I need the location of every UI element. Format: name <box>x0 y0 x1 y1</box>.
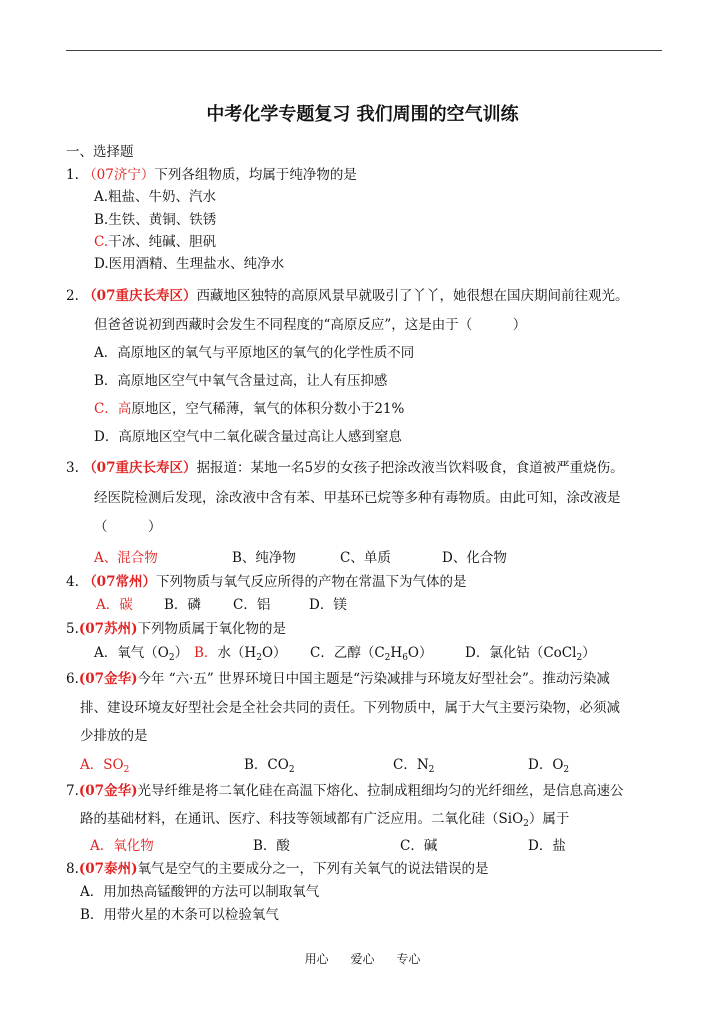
option-text: A、混合物 <box>94 550 158 566</box>
question-number: 4. <box>66 574 79 590</box>
footer-item: 爱心 <box>350 952 375 966</box>
question-stem: 据报道：某地一名5岁的女孩子把涂改液当饮料吸食，食道被严重烧伤。 <box>196 460 624 476</box>
question-number: 8. <box>66 861 79 877</box>
option-text: ） <box>174 645 189 661</box>
page-title: 中考化学专题复习 我们周围的空气训练 <box>206 104 519 125</box>
option-c <box>393 753 434 775</box>
question-8 <box>66 857 488 877</box>
option-text: O） <box>407 645 433 661</box>
option-a <box>94 546 158 566</box>
answer-mark: C. <box>94 234 109 250</box>
question-source: （07重庆长寿区） <box>83 288 197 304</box>
question-number: 7. <box>66 783 79 799</box>
question-stem: 下列物质与氧气反应所得的产物在常温下为气体的是 <box>155 574 467 590</box>
section-heading: 一、选择题 <box>66 144 134 160</box>
subscript: 2 <box>563 765 570 775</box>
question-4 <box>66 570 466 590</box>
footer-item: 用心 <box>304 952 329 966</box>
option-text: B．CO <box>244 757 289 773</box>
option-d: D．高原地区空气中二氧化碳含量过高让人感到窒息 <box>94 429 402 445</box>
option-a <box>90 834 154 854</box>
question-stem: 下列各组物质，均属于纯净物的是 <box>154 167 357 183</box>
answer-mark: C．高 <box>94 401 132 417</box>
option-a: A．用加热高锰酸钾的方法可以制取氧气 <box>80 884 320 900</box>
subscript: 2 <box>576 653 583 663</box>
question-source: (07泰州) <box>78 861 138 877</box>
question-number: 6. <box>66 671 79 687</box>
option-b <box>244 753 295 775</box>
subscript: 2 <box>523 819 529 829</box>
question-stem: 今年 “六·五” 世界环境日中国主题是“污染减排与环境友好型社会”。推动污染减 <box>137 671 610 687</box>
option-b: B.生铁、黄铜、铁锈 <box>94 212 217 228</box>
question-stem-line: 少排放的是 <box>80 728 148 744</box>
option-text: C．乙醇（C <box>310 645 385 661</box>
subscript: 2 <box>288 765 295 775</box>
option-text: C．N <box>393 757 429 773</box>
question-stem: 氧气是空气的主要成分之一，下列有关氧气的说法错误的是 <box>137 861 489 877</box>
option-a <box>94 641 188 663</box>
question-stem-line: 经医院检测后发现，涂改液中含有苯、甲基环已烷等多种有毒物质。由此可知，涂改液是 <box>94 490 621 506</box>
question-number: 5. <box>66 621 79 637</box>
question-source: （07常州） <box>83 574 156 590</box>
header-rule <box>66 50 662 51</box>
question-source: （07济宁） <box>83 167 155 183</box>
question-source: (07金华) <box>78 671 138 687</box>
option-text: H <box>390 645 403 661</box>
option-d: D．盐 <box>528 838 566 854</box>
answer-mark: B． <box>194 645 218 661</box>
option-b: B．高原地区空气中氧气含量过高，让人有压抑感 <box>94 373 388 389</box>
subscript: 2 <box>256 653 262 663</box>
page-footer <box>0 950 725 967</box>
question-number: 1. <box>66 167 79 183</box>
subscript: 2 <box>123 765 130 775</box>
option-b: B．用带火星的木条可以检验氧气 <box>80 907 279 923</box>
option-d <box>465 641 596 663</box>
question-stem: 西藏地区独特的高原风景早就吸引了丫丫，她很想在国庆期间前往观光。 <box>196 288 629 304</box>
option-c: C、单质 <box>340 550 391 566</box>
question-6 <box>66 667 610 687</box>
footer-item: 专心 <box>396 952 421 966</box>
question-stem: ）属于 <box>528 811 570 827</box>
option-d <box>528 753 569 775</box>
option-b: B、纯净物 <box>232 550 296 566</box>
question-3 <box>66 456 624 476</box>
option-c <box>94 397 404 417</box>
subscript: 2 <box>384 653 391 663</box>
question-stem: 下列物质属于氧化物的是 <box>137 621 286 637</box>
option-b <box>194 641 287 663</box>
question-source: (07苏州) <box>78 621 138 637</box>
option-text: A．氧气（O <box>94 645 169 661</box>
question-5 <box>66 617 286 637</box>
option-b: B．磷 <box>164 597 201 613</box>
option-c <box>310 641 433 663</box>
question-stem-line <box>80 807 569 829</box>
question-stem-line: 排、建设环境友好型社会是全社会共同的责任。下列物质中，属于大气主要污染物，必须减 <box>80 700 620 716</box>
option-d: D.医用酒精、生理盐水、纯净水 <box>94 256 285 272</box>
option-a <box>80 753 129 775</box>
question-source: (07金华) <box>78 783 138 799</box>
option-c: C．铝 <box>233 597 271 613</box>
question-number: 3. <box>66 460 79 476</box>
question-number: 2. <box>66 288 79 304</box>
option-a: A．高原地区的氧气与平原地区的氧气的化学性质不同 <box>94 345 415 361</box>
answer-blank: （ ） <box>94 519 162 535</box>
question-stem: 光导纤维是将二氧化硅在高温下熔化、拉制成粗细均匀的光纤细丝，是信息高速公 <box>137 783 624 799</box>
option-text: D．O <box>528 757 564 773</box>
option-c <box>94 230 216 250</box>
question-stem-line: 但爸爸说初到西藏时会发生不同程度的“高原反应”，这是由于（ ） <box>94 317 527 333</box>
option-d: D．镁 <box>309 597 347 613</box>
option-a <box>96 593 133 613</box>
option-text: A．SO <box>80 757 124 773</box>
question-source: （07重庆长寿区） <box>83 460 197 476</box>
subscript: 6 <box>402 653 408 663</box>
option-b: B．酸 <box>253 838 290 854</box>
question-1 <box>66 163 357 183</box>
question-7 <box>66 779 623 799</box>
question-2 <box>66 284 628 304</box>
option-text: 原地区，空气稀薄，氧气的体积分数小于21% <box>131 401 405 417</box>
subscript: 2 <box>428 765 435 775</box>
option-c: C．碱 <box>400 838 438 854</box>
subscript: 2 <box>168 653 175 663</box>
option-text: D．氯化钴（CoCl <box>465 645 577 661</box>
option-text: 水（H <box>217 645 257 661</box>
option-text: 干冰、纯碱、胆矾 <box>108 234 217 250</box>
option-d: D、化合物 <box>442 550 507 566</box>
option-text: ） <box>582 645 596 661</box>
option-text: A．氧化物 <box>90 838 154 854</box>
question-stem: 路的基础材料，在通讯、医疗、科技等领域都有广泛应用。二氧化硅（SiO <box>80 811 524 827</box>
option-text: O） <box>261 645 287 661</box>
option-a: A.粗盐、牛奶、汽水 <box>94 189 217 205</box>
option-text: A．碳 <box>96 597 133 613</box>
